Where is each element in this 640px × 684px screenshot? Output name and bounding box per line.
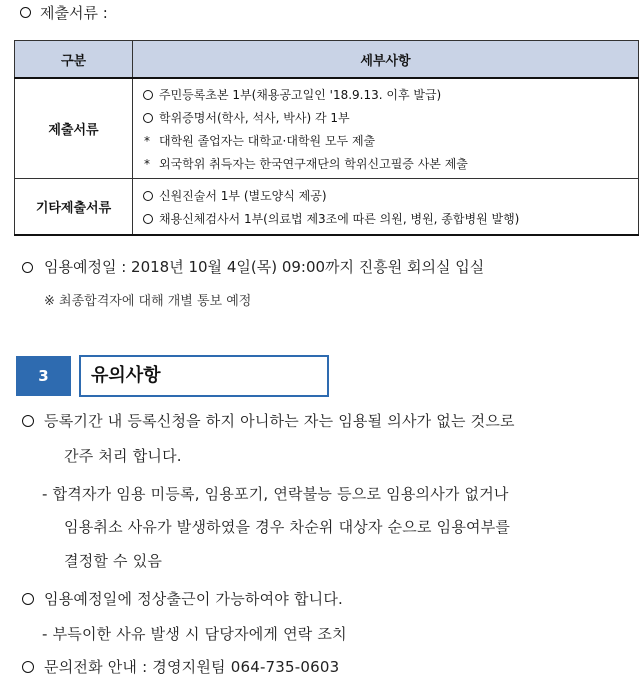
documents-table bbox=[14, 40, 639, 236]
circle-bullet-icon bbox=[22, 262, 33, 273]
list-item-text: 채용신체검사서 1부(의료법 제3조에 따른 의원, 병원, 종합병원 발행) bbox=[159, 212, 520, 226]
list-item bbox=[133, 153, 638, 176]
circle-bullet-icon bbox=[22, 661, 34, 673]
section-title: 유의사항 bbox=[79, 355, 329, 397]
table-row bbox=[15, 179, 639, 236]
appointment-note: ※ 최종합격자에 대해 개별 통보 예정 bbox=[44, 294, 252, 309]
note-text: 간주 처리 합니다. bbox=[64, 447, 182, 465]
table-header-category: 구분 bbox=[15, 41, 133, 79]
appointment-text: 임용예정일 : 2018년 10월 4일(목) 09:00까지 진흥원 회의실 입실 bbox=[44, 258, 485, 276]
documents-heading-text: 제출서류 : bbox=[40, 4, 108, 22]
table-header-row bbox=[15, 41, 639, 79]
note-text: 임용예정일에 정상출근이 가능하여야 합니다. bbox=[44, 590, 343, 608]
asterisk-marker: * bbox=[144, 157, 150, 171]
circle-bullet-icon bbox=[22, 415, 34, 427]
contact-text: 문의전화 안내 : 경영지원팀 064-735-0603 bbox=[44, 658, 340, 676]
circle-bullet-icon bbox=[22, 593, 34, 605]
circle-bullet-icon bbox=[143, 113, 153, 123]
table-row-category: 기타제출서류 bbox=[15, 179, 133, 236]
list-item bbox=[133, 185, 638, 208]
note-subitem: - 부득이한 사유 발생 시 담당자에게 연락 조치 bbox=[42, 625, 347, 643]
list-item bbox=[133, 84, 638, 107]
note-subitem-text: 임용취소 사유가 발생하였을 경우 차순위 대상자 순으로 임용여부를 bbox=[64, 518, 511, 536]
section-number: 3 bbox=[16, 356, 71, 396]
table-row bbox=[15, 78, 639, 179]
note-subitem: - 합격자가 임용 미등록, 임용포기, 연락불능 등으로 임용의사가 없거나 bbox=[42, 485, 509, 503]
note-text: 등록기간 내 등록신청을 하지 아니하는 자는 임용될 의사가 없는 것으로 bbox=[44, 412, 515, 430]
circle-bullet-icon bbox=[143, 90, 153, 100]
circle-bullet-icon bbox=[143, 191, 153, 201]
circle-bullet-icon bbox=[20, 7, 31, 18]
list-item-text: 외국학위 취득자는 한국연구재단의 학위신고필증 사본 제출 bbox=[159, 157, 468, 171]
list-item-text: 대학원 졸업자는 대학교·대학원 모두 제출 bbox=[159, 134, 376, 148]
list-item bbox=[133, 130, 638, 153]
circle-bullet-icon bbox=[143, 214, 153, 224]
table-row-category: 제출서류 bbox=[15, 78, 133, 179]
list-item bbox=[133, 208, 638, 231]
table-row-details bbox=[133, 78, 639, 179]
list-item-text: 주민등록초본 1부(채용공고일인 '18.9.13. 이후 발급) bbox=[159, 88, 442, 102]
table-header-details: 세부사항 bbox=[133, 41, 639, 79]
list-item-text: 신원진술서 1부 (별도양식 제공) bbox=[159, 189, 327, 203]
note-subitem-text: 결정할 수 있음 bbox=[64, 552, 163, 570]
list-item-text: 학위증명서(학사, 석사, 박사) 각 1부 bbox=[159, 111, 350, 125]
asterisk-marker: * bbox=[144, 134, 150, 148]
table-row-details bbox=[133, 179, 639, 236]
list-item bbox=[133, 107, 638, 130]
